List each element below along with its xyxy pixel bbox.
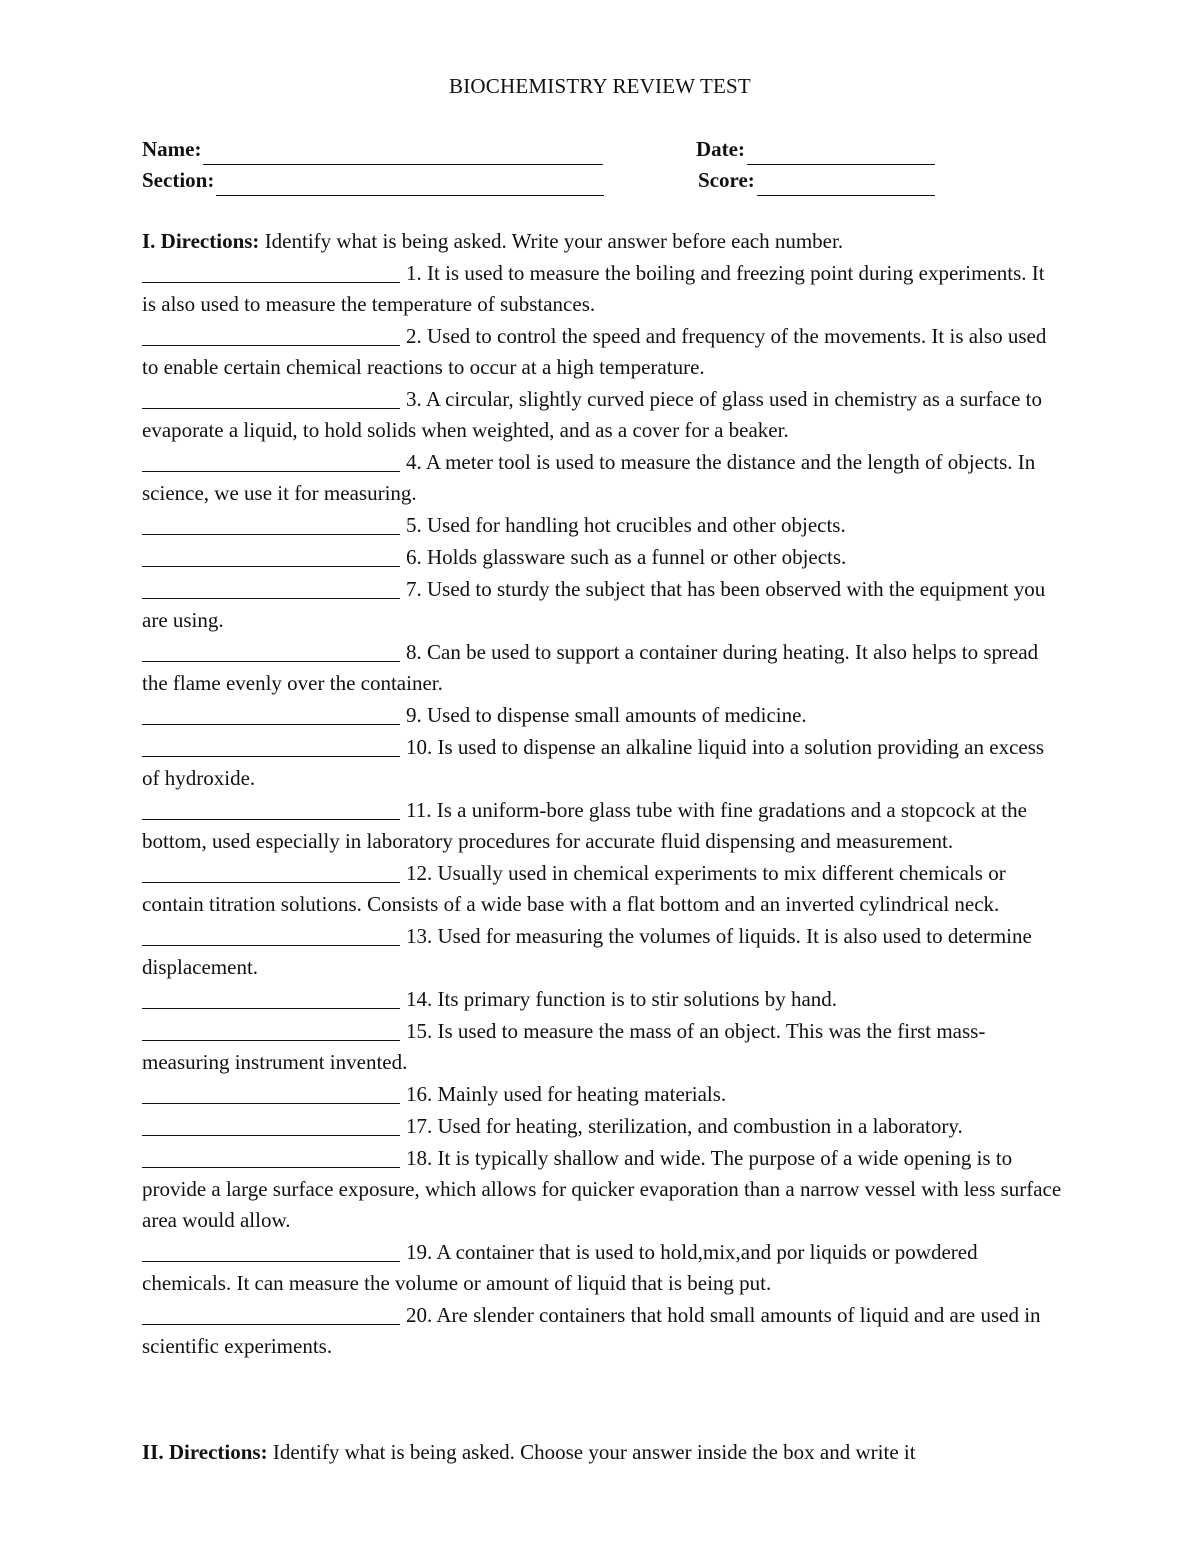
question-item bbox=[142, 320, 1062, 383]
question-text: 14. Its primary function is to stir solutions by hand. bbox=[406, 987, 838, 1011]
question-text: 16. Mainly used for heating materials. bbox=[406, 1082, 727, 1106]
question-item bbox=[142, 636, 1062, 699]
name-blank[interactable] bbox=[203, 144, 603, 165]
question-text: 9. Used to dispense small amounts of medicine. bbox=[406, 703, 807, 727]
question-text: 8. Can be used to support a container during heating. It also helps to spread the flame evenly over the container. bbox=[142, 640, 1039, 695]
answer-blank[interactable] bbox=[142, 1145, 400, 1168]
date-field[interactable] bbox=[696, 134, 935, 165]
answer-blank[interactable] bbox=[142, 797, 400, 820]
part1-label: I. Directions: bbox=[142, 229, 260, 253]
question-item bbox=[142, 446, 1062, 509]
question-item bbox=[142, 1015, 1062, 1078]
answer-blank[interactable] bbox=[142, 702, 400, 725]
part1-directions bbox=[142, 226, 1062, 257]
question-text: 17. Used for heating, sterilization, and combustion in a laboratory. bbox=[406, 1114, 963, 1138]
answer-blank[interactable] bbox=[142, 449, 400, 472]
question-text: 7. Used to sturdy the subject that has been observed with the equipment you are using. bbox=[142, 577, 1046, 632]
answer-blank[interactable] bbox=[142, 1018, 400, 1041]
date-label: Date: bbox=[696, 137, 745, 161]
header-row-1 bbox=[0, 134, 1200, 164]
section-label: Section: bbox=[142, 168, 215, 192]
answer-blank[interactable] bbox=[142, 544, 400, 567]
question-item bbox=[142, 1110, 1062, 1142]
question-text: 12. Usually used in chemical experiments to mix different chemicals or contain titration solutions. Consists of a wide base with a flat bottom and an inverted cylindrical neck. bbox=[142, 861, 1006, 916]
answer-blank[interactable] bbox=[142, 639, 400, 662]
question-text: 4. A meter tool is used to measure the distance and the length of objects. In science, we use it for measuring. bbox=[142, 450, 1036, 505]
question-text: 3. A circular, slightly curved piece of glass used in chemistry as a surface to evaporate a liquid, to hold solids when weighted, and as a cover for a beaker. bbox=[142, 387, 1042, 442]
question-text: 2. Used to control the speed and frequency of the movements. It is also used to enable certain chemical reactions to occur at a high temperature. bbox=[142, 324, 1047, 379]
question-text: 15. Is used to measure the mass of an object. This was the first mass-measuring instrument invented. bbox=[142, 1019, 986, 1074]
part2-text: Identify what is being asked. Choose your answer inside the box and write it bbox=[267, 1440, 916, 1464]
question-text: 10. Is used to dispense an alkaline liquid into a solution providing an excess of hydroxide. bbox=[142, 735, 1045, 790]
question-list bbox=[142, 257, 1062, 1362]
question-text: 5. Used for handling hot crucibles and other objects. bbox=[406, 513, 846, 537]
score-label: Score: bbox=[698, 168, 755, 192]
question-text: 18. It is typically shallow and wide. The purpose of a wide opening is to provide a large surface exposure, which allows for quicker evaporation than a narrow vessel with less surface area would allow. bbox=[142, 1146, 1062, 1232]
answer-blank[interactable] bbox=[142, 386, 400, 409]
question-item bbox=[142, 1299, 1062, 1362]
question-item bbox=[142, 541, 1062, 573]
answer-blank[interactable] bbox=[142, 576, 400, 599]
question-text: 13. Used for measuring the volumes of liquids. It is also used to determine displacement. bbox=[142, 924, 1032, 979]
part1-text: Identify what is being asked. Write your answer before each number. bbox=[259, 229, 844, 253]
name-label: Name: bbox=[142, 137, 202, 161]
score-blank[interactable] bbox=[757, 175, 935, 196]
part2-directions bbox=[142, 1437, 1062, 1468]
page-title: BIOCHEMISTRY REVIEW TEST bbox=[449, 74, 751, 98]
answer-blank[interactable] bbox=[142, 1239, 400, 1262]
answer-blank[interactable] bbox=[142, 1113, 400, 1136]
question-item bbox=[142, 699, 1062, 731]
question-item bbox=[142, 1078, 1062, 1110]
question-item bbox=[142, 1142, 1062, 1236]
answer-blank[interactable] bbox=[142, 323, 400, 346]
question-item bbox=[142, 920, 1062, 983]
name-field[interactable] bbox=[142, 134, 603, 165]
question-item bbox=[142, 1236, 1062, 1299]
question-item bbox=[142, 257, 1062, 320]
score-field[interactable] bbox=[698, 165, 935, 196]
header-row-2 bbox=[0, 165, 1200, 195]
answer-blank[interactable] bbox=[142, 860, 400, 883]
question-text: 6. Holds glassware such as a funnel or other objects. bbox=[406, 545, 847, 569]
answer-blank[interactable] bbox=[142, 734, 400, 757]
part2-label: II. Directions: bbox=[142, 1440, 268, 1464]
question-item bbox=[142, 383, 1062, 446]
question-text: 1. It is used to measure the boiling and freezing point during experiments. It is also used to measure the temperature of substances. bbox=[142, 261, 1045, 316]
question-item bbox=[142, 794, 1062, 857]
section-blank[interactable] bbox=[216, 175, 604, 196]
question-item bbox=[142, 983, 1062, 1015]
answer-blank[interactable] bbox=[142, 986, 400, 1009]
answer-blank[interactable] bbox=[142, 923, 400, 946]
question-item bbox=[142, 857, 1062, 920]
answer-blank[interactable] bbox=[142, 1302, 400, 1325]
question-item bbox=[142, 573, 1062, 636]
question-item bbox=[142, 731, 1062, 794]
question-text: 19. A container that is used to hold,mix,and por liquids or powdered chemicals. It can measure the volume or amount of liquid that is being put. bbox=[142, 1240, 978, 1295]
question-text: 11. Is a uniform-bore glass tube with fine gradations and a stopcock at the bottom, used especially in laboratory procedures for accurate fluid dispensing and measurement. bbox=[142, 798, 1027, 853]
question-item bbox=[142, 509, 1062, 541]
answer-blank[interactable] bbox=[142, 260, 400, 283]
section-field[interactable] bbox=[142, 165, 604, 196]
answer-blank[interactable] bbox=[142, 1081, 400, 1104]
date-blank[interactable] bbox=[747, 144, 935, 165]
answer-blank[interactable] bbox=[142, 512, 400, 535]
question-text: 20. Are slender containers that hold small amounts of liquid and are used in scientific experiments. bbox=[142, 1303, 1041, 1358]
